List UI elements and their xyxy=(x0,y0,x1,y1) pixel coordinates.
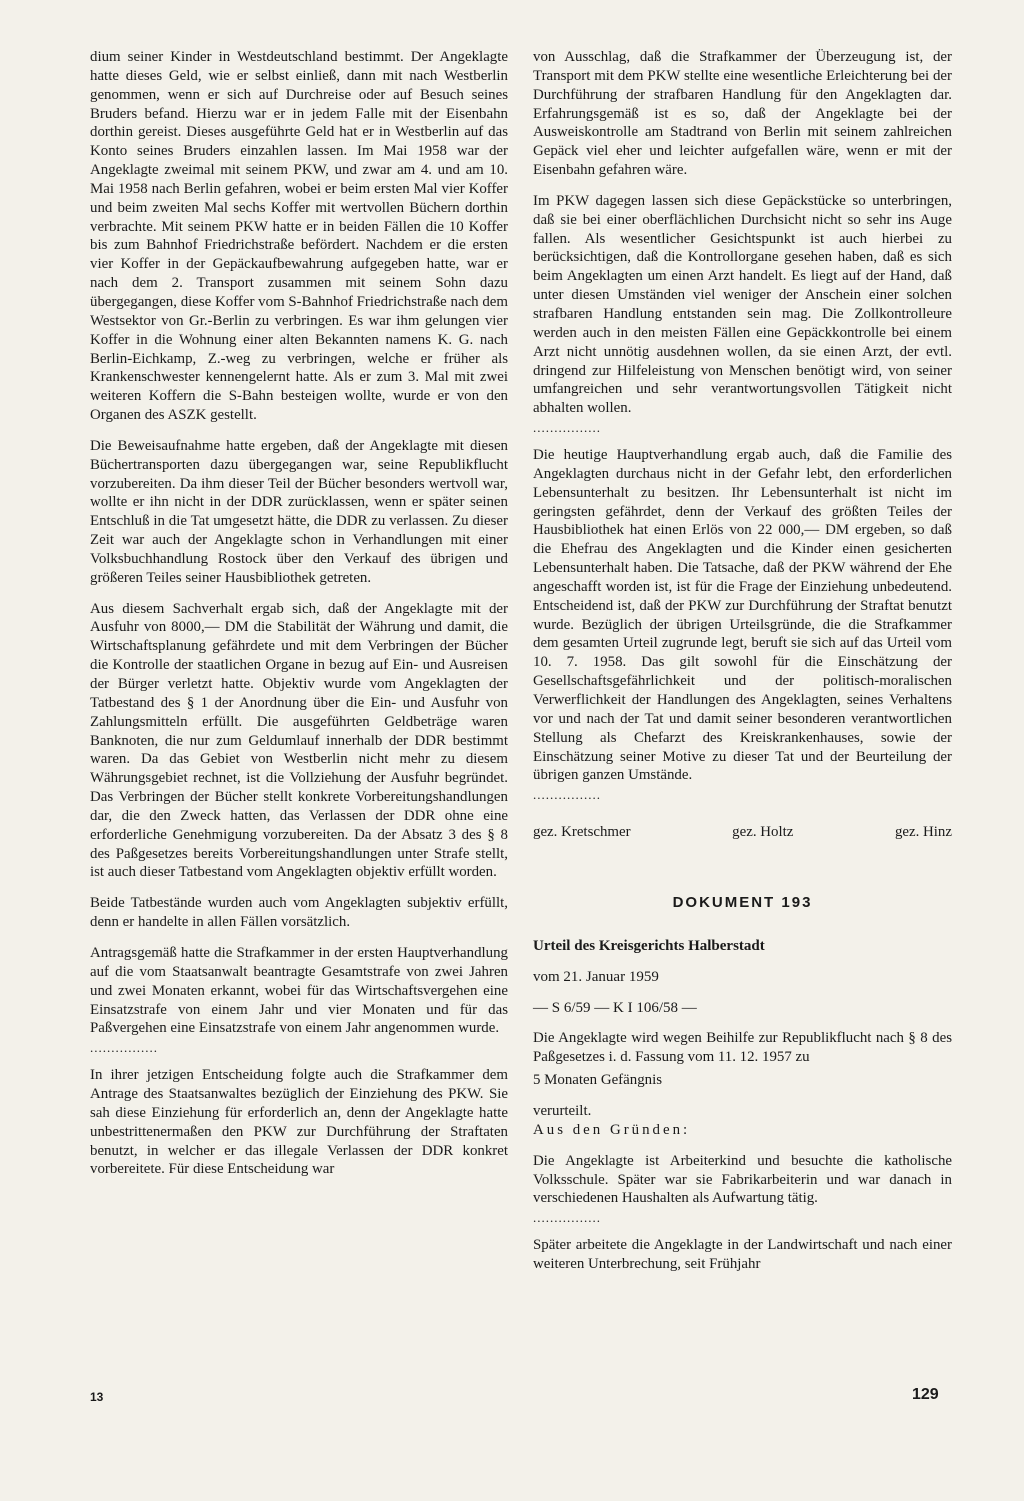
omission-dots: ................ xyxy=(533,1210,601,1226)
case-reference: — S 6/59 — K I 106/58 — xyxy=(533,999,697,1016)
paragraph: Antragsgemäß hatte die Strafkammer in der ersten Hauptverhandlung auf die vom Staatsanwalt beantragte Gesamtstrafe von zwei Jahren und zwei Monaten erkannt, wobei für das Wirtschaftsvergehen eine Einsatzstrafe von einem Jahr und vier Monaten und für das Paßvergehen eine Einsatzstrafe von einem Jahr angenommen wurde. xyxy=(90,944,508,1037)
paragraph: Im PKW dagegen lassen sich diese Gepäckstücke so unterbringen, daß sie bei einer oberflächlichen Durchsicht nicht so sehr ins Auge fallen. Als wesentlicher Gesichtspunkt ist auch hierbei zu berücksichtigen, daß die Kontrollorgane gesehen haben, daß es sich beim Angeklagten um einen Arzt handelt. Es liegt auf der Hand, daß unter diesen Umständen viel weniger der Anschein einer solchen strafbaren Handlung entstanden sein mag. Die Zollkontrolleure werden auch in den meisten Fällen eine Gepäckkontrolle bei einem Arzt nicht unnötig ausdehnen wollen, da sie einen Arzt, der evtl. dringend zur Hilfeleistung von Menschen benötigt wird, von seiner umfangreichen und sehr verantwortungsvollen Tätigkeit nicht abhalten wollen. xyxy=(533,192,952,417)
signatures xyxy=(533,823,952,842)
signature-hinz: gez. Hinz xyxy=(894,824,952,841)
paragraph: dium seiner Kinder in Westdeutschland bestimmt. Der Angeklagte hatte dieses Geld, wie er selbst einließ, dann mit nach Westberlin genommen, wenn er sich auf Durchreise oder auf Besuch seines Bruders befand. Hierzu war er in jedem Falle mit der Eisenbahn dorthin gereist. Dieses ausgeführte Geld hat er in Westberlin auf das Konto seines Bruders einzahlen lassen. Im Mai 1958 war der Angeklagte zweimal mit seinem PKW, und zwar am 4. und am 10. Mai 1958 nach Berlin gefahren, wobei er beim ersten Mal vier Koffer und beim zweiten Mal sechs Koffer mit wertvollen Büchern dorthin verbrachte. Mit seinem PKW hatte er in beiden Fällen die 10 Koffer bis zum Bahnhof Friedrichstraße befördert. Nachdem er die ersten vier Koffer in der Gepäckaufbewahrung aufgegeben hatte, war er nach dem 2. Transport zusammen mit seinem Sohn dazu übergegangen, diese Koffer vom S-Bahnhof Friedrichstraße nach dem Westsektor von Gr.-Berlin zu verbringen. Es war ihm gelungen vier Koffer in die Wohnung einer alten Bekannten namens K. G. nach Berlin-Eichkamp, Z.-weg zu verbringen, welche er früher als Krankenschwester kennengelernt hatte. Als er zum 3. Mal mit zwei weiteren Koffern die S-Bahn besteigen wollte, wurde er von den Organen des ASZK gestellt. xyxy=(90,49,508,424)
left-column xyxy=(90,48,508,1191)
document-heading: DOKUMENT 193 xyxy=(672,894,813,912)
paragraph: Die Angeklagte ist Arbeiterkind und besuchte die katholische Volksschule. Später war sie Fabrikarbeiterin und war danach in verschiedenen Haushalten als Aufwartung tätig. xyxy=(533,1152,952,1207)
right-column xyxy=(533,48,952,1286)
verdict-end: verurteilt. xyxy=(533,1102,592,1119)
sentence: 5 Monaten Gefängnis xyxy=(533,1072,663,1089)
paragraph: In ihrer jetzigen Entscheidung folgte auch die Strafkammer dem Antrage des Staatsanwaltes bezüglich der Einziehung des PKW. Sie sah diese Einziehung für erforderlich an, denn der Angeklagte hatte unbestrittenermaßen den PKW zur Durchführung der Straftaten benutzt, in welcher er das illegale Verlassen der DDR konkret vorbereitete. Für diese Entscheidung war xyxy=(90,1067,508,1178)
signature-mark: 13 xyxy=(90,1390,104,1404)
paragraph: von Ausschlag, daß die Strafkammer der Überzeugung ist, der Transport mit dem PKW stellte eine wesentliche Erleichterung bei der Durchführung der strafbaren Handlung für den Angeklagten dar. Erfahrungsgemäß ist es so, daß der Angeklagte bei der Ausweiskontrolle am Stadtrand von Berlin mit seinem zahlreichen Gepäck viel eher und leichter aufgefallen wäre, wenn er mit der Eisenbahn gefahren wäre. xyxy=(533,49,952,179)
court-title: Urteil des Kreisgerichts Halberstadt xyxy=(533,937,765,954)
paragraph: Beide Tatbestände wurden auch vom Angeklagten subjektiv erfüllt, denn er handelte in allen Fällen vorsätzlich. xyxy=(90,895,508,931)
paragraph: Aus diesem Sachverhalt ergab sich, daß der Angeklagte mit der Ausfuhr von 8000,— DM die Stabilität der Währung und damit, die Wirtschaftsplanung gefährdete und mit dem Verbringen der Bücher die Kontrolle der staatlichen Organe in bezug auf Ein- und Ausreisen der Bürger verletzt hatte. Objektiv wurde vom Angeklagten der Tatbestand des § 1 der Anordnung über die Ein- und Ausfuhr von Zahlungsmitteln erfüllt. Die ausgeführten Geldbeträge waren Banknoten, die nur zum Geldumlauf innerhalb der DDR bestimmt waren. Da das Gebiet von Westberlin nicht mehr zu diesem Währungsgebiet rechnet, ist die Vollziehung der Ausfuhr begründet. Das Verbringen der Bücher stellt konkrete Vorbereitungshandlungen dar, die den Zweck hatten, das Verlassen der DDR ohne eine erforderliche Genehmigung vorzubereiten. Da der Absatz 3 des § 8 des Paßgesetzes bereits Vorbereitungshandlungen unter Strafe stellt, ist auch dieser Tatbestand vom Angeklagten objektiv erfüllt worden. xyxy=(90,600,508,881)
paragraph: Später arbeitete die Angeklagte in der Landwirtschaft und nach einer weiteren Unterbrechung, seit Frühjahr xyxy=(533,1237,952,1273)
omission-dots: ................ xyxy=(533,420,601,436)
signature-holtz: gez. Holtz xyxy=(732,824,794,841)
omission-dots: ................ xyxy=(533,787,601,803)
reasons-heading: Aus den Gründen: xyxy=(533,1121,691,1138)
page-number: 129 xyxy=(912,1386,939,1403)
omission-dots: ................ xyxy=(90,1040,158,1056)
paragraph: Die heutige Hauptverhandlung ergab auch, daß die Familie des Angeklagten durchaus nicht in der Gefahr lebt, den erforderlichen Lebensunterhalt zu besitzen. Ihr Lebensunterhalt ist nicht im geringsten gefährdet, denn der Verkauf des größten Teiles der Hausbibliothek hat einen Erlös von 22 000,— DM ergeben, so daß die Ehefrau des Angeklagten und die Kinder einen gesicherten Lebensunterhalt haben. Die Tatsache, daß der PKW während der Ehe angeschafft worden ist, ist für die Frage der Einziehung unbedeutend. Entscheidend ist, daß der PKW zur Durchführung der Straftat benutzt wurde. Bezüglich der übrigen Urteilsgründe, die die Strafkammer dem gesamten Urteil zugrunde legt, beruft sie sich auf das Urteil vom 10. 7. 1958. Das gilt sowohl für die Einschätzung der Gesellschaftsgefährlichkeit und der politisch-moralischen Verwerflichkeit der Handlungen des Angeklagten, seines Verhaltens vor und nach der Tat und damit seiner besonderen verantwortlichen Stellung als Chefarzt des Kreiskrankenhauses, sowie der Einschätzung seiner Motive zu dieser Tat und der Beurteilung der übrigen ganzen Umstände. xyxy=(533,447,952,784)
paragraph: Die Beweisaufnahme hatte ergeben, daß der Angeklagte mit diesen Büchertransporten dazu übergegangen war, seine Republikflucht vorzubereiten. Da ihm dieser Teil der Bücher besonders wertvoll war, wollte er ihn nicht in der DDR zurücklassen, wenn er später seinen Entschluß in die Tat umgesetzt hätte, die DDR zu verlassen. Zu dieser Zeit war auch der Angeklagte schon in Verhandlungen mit einer Volksbuchhandlung Rostock über den Verkauf des übrigen und größeren Teiles seiner Hausbibliothek getreten. xyxy=(90,437,508,586)
verdict-intro: Die Angeklagte wird wegen Beihilfe zur Republikflucht nach § 8 des Paßgesetzes i. d. Fassung vom 11. 12. 1957 zu xyxy=(533,1030,952,1066)
verdict-date: vom 21. Januar 1959 xyxy=(533,968,659,985)
signature-kretschmer: gez. Kretschmer xyxy=(533,824,631,841)
